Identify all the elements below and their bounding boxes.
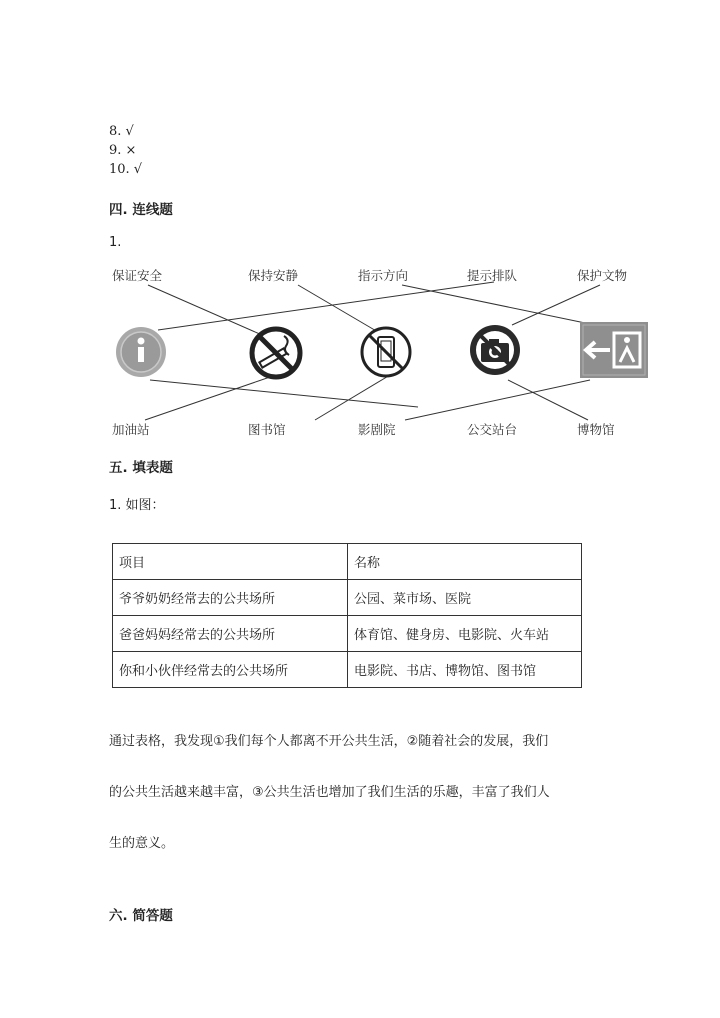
line-relics-to-nocamera [512,285,600,325]
table-cell: 公园、菜市场、医院 [348,580,582,616]
section-4-title: 四. 连线题 [109,202,173,218]
table-cell: 你和小伙伴经常去的公共场所 [113,652,348,688]
matching-diagram [0,0,720,460]
table-row [113,616,582,652]
conclusion-line-3: 生的意义。 [109,836,175,851]
no-camera-icon [470,325,520,375]
bottom-label-2: 图书馆 [248,422,286,437]
bottom-label-4: 公交站台 [467,422,518,437]
table-row [113,652,582,688]
section-5-title: 五. 填表题 [109,460,173,476]
conclusion-line-1: 通过表格，我发现①我们每个人都离不开公共生活，②随着社会的发展，我们 [109,734,549,749]
answer-8: 8. √ [109,124,134,139]
line-nocamera-to-museum [508,380,588,420]
info-icon [116,327,166,377]
no-smoking-icon [252,329,300,377]
line-nosmoking-to-gasstation [145,377,270,420]
line-queue-to-info [158,282,494,330]
answer-9: 9. × [109,143,137,158]
section-6-title: 六. 简答题 [109,908,173,924]
top-label-4: 提示排队 [467,268,518,283]
table-row [113,580,582,616]
section-4-item-number: 1. [109,235,122,250]
table-header-cell: 名称 [348,544,582,580]
top-label-1: 保证安全 [112,268,163,283]
top-label-2: 保持安静 [248,268,299,283]
public-places-table [112,543,582,688]
no-phone-icon [362,328,410,376]
bottom-label-1: 加油站 [112,422,150,437]
table-cell: 电影院、书店、博物馆、图书馆 [348,652,582,688]
bottom-label-5: 博物馆 [577,422,615,437]
top-label-3: 指示方向 [358,268,409,283]
line-info-to-busstop [150,380,418,407]
top-label-5: 保护文物 [577,268,628,283]
table-header-cell: 项目 [113,544,348,580]
section-5-item: 1. 如图： [109,498,165,513]
line-safety-to-nosmoking [148,285,262,335]
table-cell: 体育馆、健身房、电影院、火车站 [348,616,582,652]
answer-10: 10. √ [109,162,143,177]
table-header-row [113,544,582,580]
table-cell: 爷爷奶奶经常去的公共场所 [113,580,348,616]
table-cell: 爸爸妈妈经常去的公共场所 [113,616,348,652]
line-exit-to-theater [405,380,590,420]
exit-sign-icon [580,322,648,378]
conclusion-line-2: 的公共生活越来越丰富，③公共生活也增加了我们生活的乐趣，丰富了我们人 [109,785,550,800]
bottom-label-3: 影剧院 [358,422,396,437]
